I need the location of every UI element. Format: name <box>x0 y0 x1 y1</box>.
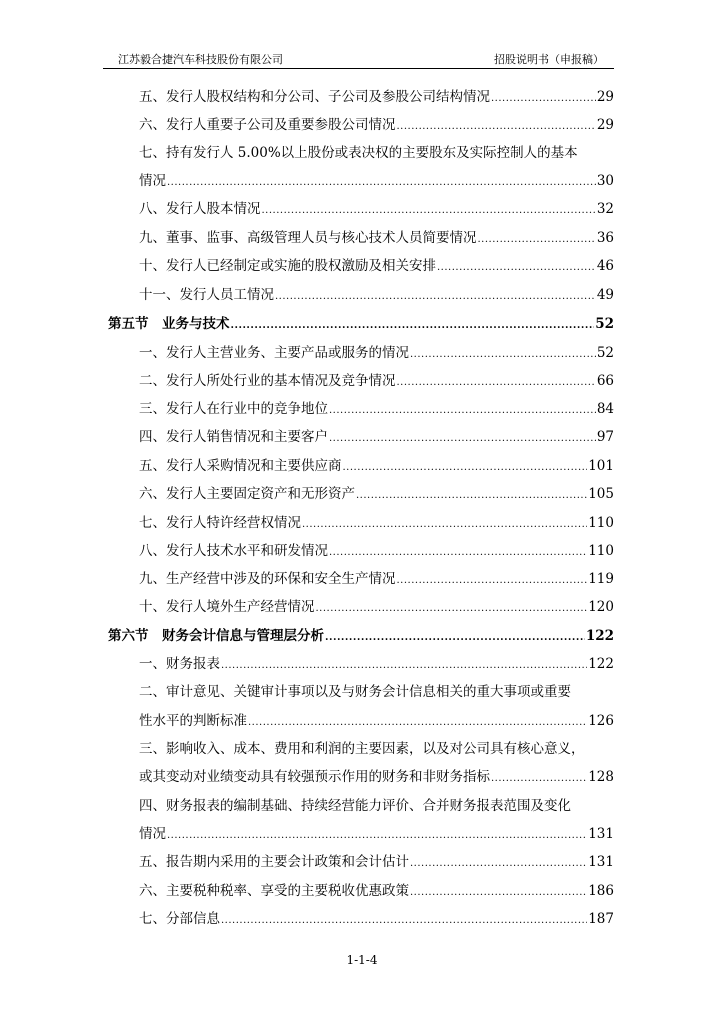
dot-leader <box>329 542 587 564</box>
header-company-name: 江苏毅合捷汽车科技股份有限公司 <box>118 53 283 66</box>
dot-leader <box>167 172 596 194</box>
toc-entry[interactable]: 九、生产经营中涉及的环保和安全生产情况 ..... 119 <box>139 568 614 590</box>
dot-leader <box>329 428 596 450</box>
dot-leader <box>325 627 585 649</box>
toc-entry[interactable]: 六、发行人主要固定资产和无形资产 ..... 105 <box>139 483 614 505</box>
dot-leader <box>329 400 596 422</box>
toc-entry-line2[interactable]: 情况 ..... 131 <box>139 823 614 845</box>
dot-leader <box>316 598 588 620</box>
dot-leader <box>262 200 596 222</box>
page-number: 1-1-4 <box>346 953 378 967</box>
dot-leader <box>410 853 587 875</box>
toc-entry[interactable]: 一、财务报表 ..... 122 <box>139 653 614 675</box>
toc-entry[interactable]: 五、发行人采购情况和主要供应商 ..... 101 <box>139 455 614 477</box>
toc-entry-line1[interactable]: 七、持有发行人 5.00%以上股份或表决权的主要股东及实际控制人的基本 <box>139 145 578 161</box>
dot-leader <box>356 485 587 507</box>
dot-leader <box>343 457 588 479</box>
dot-leader <box>478 229 596 251</box>
dot-leader <box>410 344 596 366</box>
dot-leader <box>410 882 587 904</box>
dot-leader <box>248 712 587 734</box>
toc-section-heading[interactable]: 第六节 财务会计信息与管理层分析 ..... 122 <box>108 625 614 647</box>
toc-entry[interactable]: 十、发行人已经制定或实施的股权激励及相关安排 ..... 46 <box>139 255 614 277</box>
dot-leader <box>397 570 588 592</box>
dot-leader <box>397 116 596 138</box>
toc-entry[interactable]: 八、发行人股本情况 ..... 32 <box>139 198 614 220</box>
toc-entry[interactable]: 四、发行人销售情况和主要客户 ..... 97 <box>139 426 614 448</box>
toc-entry[interactable]: 六、发行人重要子公司及重要参股公司情况 ..... 29 <box>139 114 614 136</box>
dot-leader <box>397 372 596 394</box>
toc-entry-line2[interactable]: 或其变动对业绩变动具有较强预示作用的财务和非财务指标 ..... 128 <box>139 766 614 788</box>
toc-entry[interactable]: 二、发行人所处行业的基本情况及竞争情况 ..... 66 <box>139 370 614 392</box>
toc-entry[interactable]: 五、发行人股权结构和分公司、子公司及参股公司结构情况 ..... 29 <box>139 86 614 108</box>
toc-entry-line1[interactable]: 二、审计意见、关键审计事项以及与财务会计信息相关的重大事项或重要 <box>139 684 571 700</box>
toc-entry[interactable]: 十一、发行人员工情况 ..... 49 <box>139 284 614 306</box>
toc-section-heading[interactable]: 第五节 业务与技术 ..... 52 <box>108 313 614 335</box>
dot-leader <box>221 910 587 932</box>
toc-entry-line1[interactable]: 四、财务报表的编制基础、持续经营能力评价、合并财务报表范围及变化 <box>139 798 571 814</box>
dot-leader <box>302 514 587 536</box>
dot-leader <box>491 768 587 790</box>
toc-entry[interactable]: 六、主要税种税率、享受的主要税收优惠政策 ..... 186 <box>139 880 614 902</box>
toc-entry-line2[interactable]: 性水平的判断标准 ..... 126 <box>139 710 614 732</box>
header-document-title: 招股说明书（申报稿） <box>494 53 604 66</box>
dot-leader <box>167 825 587 847</box>
toc-entry[interactable]: 一、发行人主营业务、主要产品或服务的情况 ..... 52 <box>139 342 614 364</box>
toc-entry[interactable]: 九、董事、监事、高级管理人员与核心技术人员简要情况 ..... 36 <box>139 227 614 249</box>
dot-leader <box>275 286 596 308</box>
toc-entry[interactable]: 三、发行人在行业中的竞争地位 ..... 84 <box>139 398 614 420</box>
toc-entry[interactable]: 十、发行人境外生产经营情况 ..... 120 <box>139 596 614 618</box>
dot-leader <box>491 88 596 110</box>
dot-leader <box>437 257 596 279</box>
dot-leader <box>231 315 595 337</box>
toc-entry[interactable]: 七、发行人特许经营权情况 ..... 110 <box>139 512 614 534</box>
toc-entry-line2[interactable]: 情况 ..... 30 <box>139 170 614 192</box>
dot-leader <box>221 655 587 677</box>
toc-entry[interactable]: 八、发行人技术水平和研发情况 ..... 110 <box>139 540 614 562</box>
toc-entry[interactable]: 七、分部信息 ..... 187 <box>139 908 614 930</box>
toc-entry[interactable]: 五、报告期内采用的主要会计政策和会计估计 ..... 131 <box>139 851 614 873</box>
toc-entry-line1[interactable]: 三、影响收入、成本、费用和利润的主要因素，以及对公司具有核心意义， <box>139 741 585 757</box>
